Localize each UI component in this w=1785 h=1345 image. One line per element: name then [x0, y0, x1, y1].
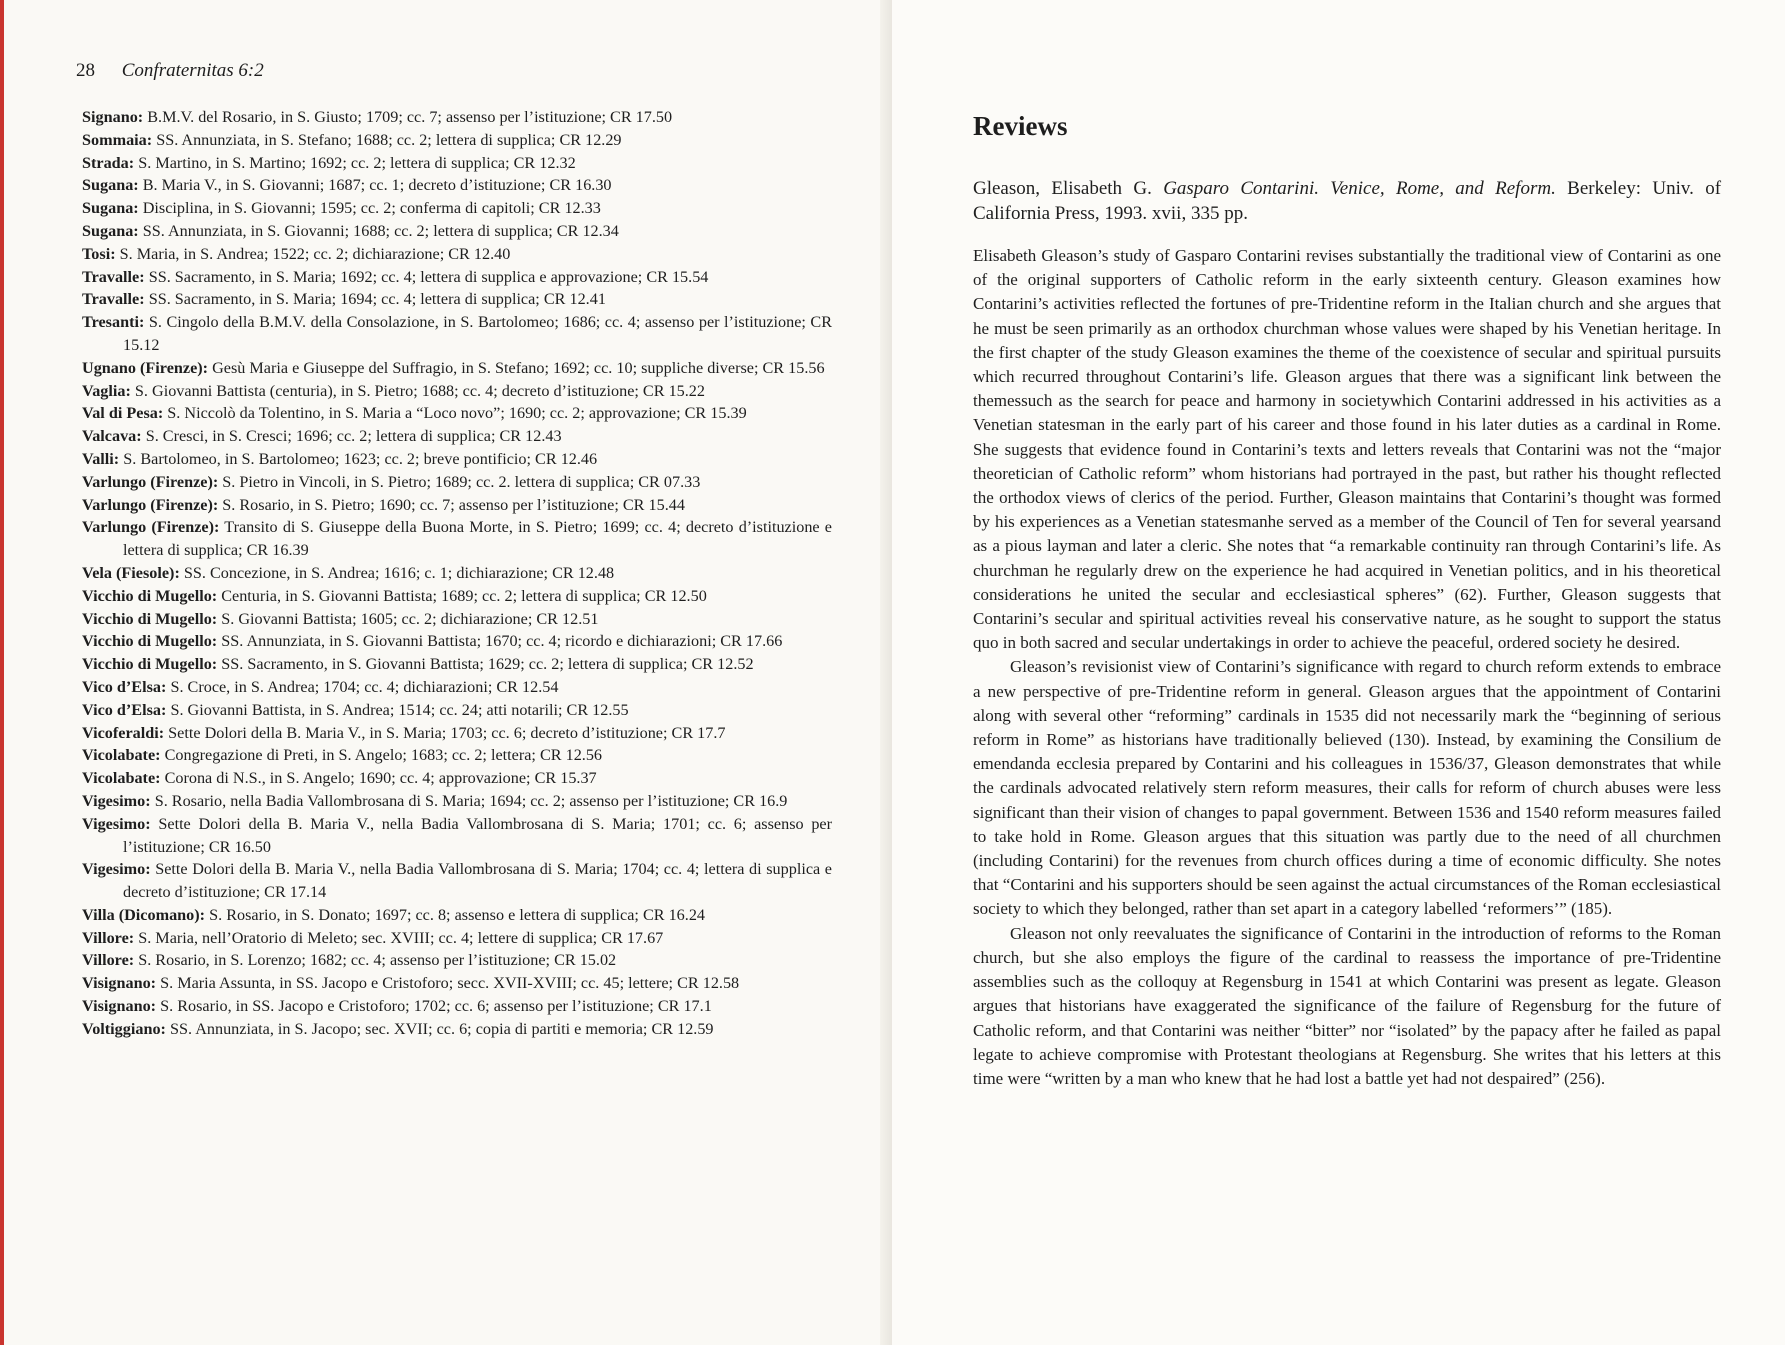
entry-details: B. Maria V., in S. Giovanni; 1687; cc. 1; decreto d’istituzione; CR 16.30 [138, 176, 612, 195]
running-head [76, 60, 264, 82]
entry-place: Varlungo (Firenze): [82, 518, 220, 537]
entry-details: B.M.V. del Rosario, in S. Giusto; 1709; cc. 7; assenso per l’istituzione; CR 17.50 [143, 108, 673, 126]
section-heading: Reviews [973, 111, 1068, 141]
review-paragraph: Gleason not only reevaluates the significance of Contarini in the introduction of reforms to the Roman church, but she also employs the figure of the cardinal to reassess the importance of pre-Tridentine assemblies such as the colloquy at Regensburg in 1541 at which Contarini was present as legate. Gleason argues that historians have exaggerated the significance of the failure of Regensburg for the future of Catholic reform, and that Contarini was neither “bitter” nor “isolated” by the papacy after he failed as papal legate to achieve compromise with Protestant theologians at Regensburg. She writes that his letters at this time were “written by a man who knew that he had lost a battle yet had not despaired” (256). [973, 923, 1721, 1088]
archive-entry [82, 722, 832, 745]
entry-details: S. Rosario, nella Badia Vallombrosana di S. Maria; 1694; cc. 2; assenso per l’istituzione; CR 16.9 [150, 791, 788, 810]
review-paragraph: Elisabeth Gleason’s study of Gasparo Contarini revises substantially the traditional view of Contarini as one of the original supporters of Catholic reform in the early sixteenth century. Gleason examines how Contarini’s activities reflected the fortunes of pre-Tridentine reform in the Italian church and she argues that he must be seen primarily as an orthodox churchman whose values were shaped by his Venetian heritage. In the first chapter of the study Gleason examines the theme of the coexistence of secular and spiritual pursuits which recurred throughout Contarini’s life. Gleason argues that there was a significant link between the themessuch as the search for peace and harmony in societywhich Contarini addressed in his activities as a Venetian statesman in the early part of his career and those found in his later duties as a cardinal in Rome. She suggests that evidence found in Contarini’s texts and letters reveals that Contarini was not the “major theoretician of Catholic reform” whom historians had portrayed in the past, but rather his thought reflected the orthodox views of clerics of the period. Further, Gleason maintains that Contarini’s thought was formed by his experiences as a Venetian statesmanhe served as a member of the Council of Ten for several yearsand as a pious layman and later a cleric. She notes that “a remarkable continuity ran through Contarini’s life. As churchman he regularly drew on the experience he had acquired in Venetian politics, and in his theoretical considerations he united the secular and ecclesiastical spheres” (62). Further, Gleason suggests that Contarini’s secular and spiritual activities reveal his conservative nature, as he sought to support the status quo in both sacred and secular undertakings in order to achieve the peaceful, ordered society he desired. [973, 246, 1721, 653]
archive-entry [82, 220, 832, 243]
entry-place: Val di Pesa: [82, 404, 164, 423]
archive-entry [82, 357, 832, 380]
entry-details: S. Rosario, in SS. Jacopo e Cristoforo; 1702; cc. 6; assenso per l’istituzione; CR 17.1 [156, 997, 712, 1016]
entry-details: SS. Sacramento, in S. Maria; 1692; cc. 4; lettera di supplica e approvazione; CR 15.54 [144, 267, 709, 286]
archive-entry [82, 699, 832, 722]
entry-place: Travalle: [82, 267, 145, 286]
entry-details: Congregazione di Preti, in S. Angelo; 1683; cc. 2; lettera; CR 12.56 [160, 746, 603, 765]
archive-entry [82, 129, 832, 152]
entry-details: Centuria, in S. Giovanni Battista; 1689; cc. 2; lettera di supplica; CR 12.50 [217, 586, 707, 605]
archive-entry [82, 174, 832, 197]
entry-details: S. Pietro in Vincoli, in S. Pietro; 1689; cc. 2. lettera di supplica; CR 07.33 [218, 472, 701, 491]
entry-place: Vicchio di Mugello: [82, 609, 218, 628]
entry-place: Sugana: [82, 176, 139, 195]
entry-place: Strada: [82, 153, 135, 172]
entry-place: Vigesimo: [82, 814, 151, 833]
review-body [973, 244, 1721, 1091]
entry-place: Villore: [82, 928, 135, 947]
archive-entry [82, 402, 832, 425]
archive-entry [82, 630, 832, 653]
entry-place: Vicolabate: [82, 769, 161, 788]
archive-entry [82, 608, 832, 631]
entry-details: S. Bartolomeo, in S. Bartolomeo; 1623; cc. 2; breve pontificio; CR 12.46 [119, 449, 598, 468]
entry-details: Sette Dolori della B. Maria V., nella Badia Vallombrosana di S. Maria; 1704; cc. 4; lettera di supplica e decreto d’istituzione; CR 17.14 [123, 860, 832, 902]
entry-details: S. Cingolo della B.M.V. della Consolazione, in S. Bartolomeo; 1686; cc. 4; assenso per l’istituzione; CR 15.12 [123, 313, 832, 354]
entry-place: Vicchio di Mugello: [82, 586, 218, 605]
entry-place: Signano: [82, 108, 144, 126]
entry-details: SS. Annunziata, in S. Jacopo; sec. XVII; cc. 6; copia di partiti e memoria; CR 12.59 [165, 1019, 714, 1038]
entry-place: Villore: [82, 951, 135, 970]
archive-entry [82, 266, 832, 289]
entry-place: Tosi: [82, 244, 116, 263]
archive-entry-list [82, 106, 832, 1041]
entry-details: S. Rosario, in S. Donato; 1697; cc. 8; assenso e lettera di supplica; CR 16.24 [205, 905, 706, 924]
journal-title: Confraternitas 6:2 [121, 60, 264, 81]
archive-entry [82, 288, 832, 311]
archive-entry [82, 425, 832, 448]
archive-entry [82, 927, 832, 950]
archive-entry [82, 949, 832, 972]
entry-place: Valli: [82, 449, 120, 468]
page-edge [0, 0, 4, 1345]
archive-entry [82, 197, 832, 220]
entry-details: S. Rosario, in S. Pietro; 1690; cc. 7; assenso per l’istituzione; CR 15.44 [218, 495, 685, 514]
entry-place: Vicchio di Mugello: [82, 632, 218, 651]
citation-author: Gleason, Elisabeth G. [973, 178, 1164, 199]
archive-entry [82, 106, 832, 129]
entry-details: S. Giovanni Battista (centuria), in S. Pietro; 1688; cc. 4; decreto d’istituzione; CR 15.22 [130, 381, 705, 400]
archive-entry [82, 858, 832, 904]
entry-place: Vico d’Elsa: [82, 700, 167, 719]
archive-entry [82, 904, 832, 927]
entry-details: S. Cresci, in S. Cresci; 1696; cc. 2; lettera di supplica; CR 12.43 [141, 427, 562, 446]
entry-details: SS. Annunziata, in S. Giovanni Battista; 1670; cc. 4; ricordo e dichiarazioni; CR 17.66 [217, 632, 783, 651]
entry-place: Vicolabate: [82, 746, 161, 765]
archive-entry [82, 676, 832, 699]
entry-place: Varlungo (Firenze): [82, 495, 219, 514]
entry-details: SS. Annunziata, in S. Stefano; 1688; cc. 2; lettera di supplica; CR 12.29 [152, 130, 622, 149]
entry-place: Visignano: [82, 974, 157, 993]
entry-place: Villa (Dicomano): [82, 905, 206, 924]
entry-place: Sugana: [82, 199, 139, 218]
archive-entry [82, 471, 832, 494]
entry-place: Sommaia: [82, 130, 153, 149]
archive-entry [82, 243, 832, 266]
entry-details: S. Maria Assunta, in SS. Jacopo e Cristoforo; secc. XVII-XVIII; cc. 45; lettere; CR 12.58 [156, 974, 740, 993]
entry-place: Tresanti: [82, 313, 145, 332]
archive-entry [82, 311, 832, 357]
entry-place: Vico d’Elsa: [82, 677, 167, 696]
entry-details: S. Niccolò da Tolentino, in S. Maria a “Loco novo”; 1690; cc. 2; approvazione; CR 15.39 [163, 404, 747, 423]
archive-entry [82, 448, 832, 471]
archive-entry [82, 653, 832, 676]
entry-place: Vaglia: [82, 381, 131, 400]
entry-place: Vicoferaldi: [82, 723, 165, 742]
entry-place: Valcava: [82, 427, 142, 446]
entry-details: Sette Dolori della B. Maria V., in S. Maria; 1703; cc. 6; decreto d’istituzione; CR 17.7 [164, 723, 726, 742]
citation-publication: Berkeley: Univ. of California Press, 1993. xvii, 335 pp. [973, 178, 1722, 224]
entry-details: Sette Dolori della B. Maria V., nella Badia Vallombrosana di S. Maria; 1701; cc. 6; assenso per l’istituzione; CR 16.50 [123, 814, 832, 856]
entry-details: Transito di S. Giuseppe della Buona Morte, in S. Pietro; 1699; cc. 4; decreto d’istituzione e lettera di supplica; CR 16.39 [123, 518, 832, 560]
entry-details: Corona di N.S., in S. Angelo; 1690; cc. 4; approvazione; CR 15.37 [160, 769, 597, 788]
entry-details: S. Maria, nell’Oratorio di Meleto; sec. XVIII; cc. 4; lettere di supplica; CR 17.67 [134, 928, 664, 947]
entry-details: Gesù Maria e Giuseppe del Suffragio, in S. Stefano; 1692; cc. 10; suppliche diverse; CR 15.56 [208, 358, 825, 377]
entry-details: SS. Sacramento, in S. Giovanni Battista; 1629; cc. 2; lettera di supplica; CR 12.52 [217, 655, 754, 674]
page-number: 28 [76, 60, 95, 81]
archive-entry [82, 790, 832, 813]
archive-entry [82, 562, 832, 585]
entry-place: Ugnano (Firenze): [82, 358, 209, 377]
archive-entry [82, 494, 832, 517]
archive-entry [82, 152, 832, 175]
entry-details: S. Rosario, in S. Lorenzo; 1682; cc. 4; assenso per l’istituzione; CR 15.02 [134, 951, 617, 970]
archive-entry [82, 813, 832, 859]
archive-entry [82, 585, 832, 608]
archive-entry [82, 972, 832, 995]
archive-entry [82, 767, 832, 790]
archive-entry [82, 744, 832, 767]
entry-details: S. Croce, in S. Andrea; 1704; cc. 4; dichiarazioni; CR 12.54 [166, 677, 559, 696]
entry-place: Varlungo (Firenze): [82, 472, 219, 491]
entry-details: S. Martino, in S. Martino; 1692; cc. 2; lettera di supplica; CR 12.32 [134, 153, 576, 172]
entry-place: Travalle: [82, 290, 145, 309]
entry-details: SS. Annunziata, in S. Giovanni; 1688; cc. 2; lettera di supplica; CR 12.34 [138, 221, 619, 240]
review-paragraph: Gleason’s revisionist view of Contarini’s significance with regard to church reform extends to embrace a new perspective of pre-Tridentine reform in general. Gleason argues that the appointment of Contarini along with several other “reforming” cardinals in 1535 did not necessarily mark the “beginning of serious reform in Rome” as historians have traditionally believed (130). Instead, by examining the Consilium de emendanda ecclesia prepared by Contarini and his colleagues in 1536/37, Gleason demonstrates that while the cardinals advocated relatively stern reform measures, their calls for reform of church abuses were less significant than their vision of changes to papal government. Between 1536 and 1540 reform measures failed to take hold in Rome. Gleason argues that this situation was partly due to the need of all churchmen (including Contarini) for the revenues from church offices during a time of economic difficulty. She notes that “Contarini and his supporters should be seen against the actual circumstances of the Roman ecclesiastical society to which they belonged, rather than set apart in a category labelled ‘reformers’” (185). [973, 657, 1721, 919]
entry-place: Vigesimo: [82, 860, 151, 879]
entry-place: Vigesimo: [82, 791, 151, 810]
archive-entry [82, 995, 832, 1018]
archive-entry [82, 1018, 832, 1041]
archive-entry [82, 516, 832, 562]
entry-place: Vela (Fiesole): [82, 563, 180, 582]
citation-title: Gasparo Contarini. Venice, Rome, and Reform. [1163, 178, 1556, 199]
entry-details: Disciplina, in S. Giovanni; 1595; cc. 2; conferma di capitoli; CR 12.33 [138, 199, 601, 218]
entry-place: Voltiggiano: [82, 1019, 166, 1038]
review-citation [973, 176, 1721, 226]
entry-details: SS. Sacramento, in S. Maria; 1694; cc. 4; lettera di supplica; CR 12.41 [144, 290, 606, 309]
archive-entry [82, 380, 832, 403]
entry-place: Vicchio di Mugello: [82, 655, 218, 674]
left-page [0, 0, 892, 1345]
entry-place: Visignano: [82, 997, 157, 1016]
entry-details: S. Maria, in S. Andrea; 1522; cc. 2; dichiarazione; CR 12.40 [115, 244, 511, 263]
entry-details: S. Giovanni Battista; 1605; cc. 2; dichiarazione; CR 12.51 [217, 609, 599, 628]
entry-details: SS. Concezione, in S. Andrea; 1616; c. 1; dichiarazione; CR 12.48 [179, 563, 615, 582]
entry-place: Sugana: [82, 221, 139, 240]
entry-details: S. Giovanni Battista, in S. Andrea; 1514; cc. 24; atti notarili; CR 12.55 [166, 700, 629, 719]
